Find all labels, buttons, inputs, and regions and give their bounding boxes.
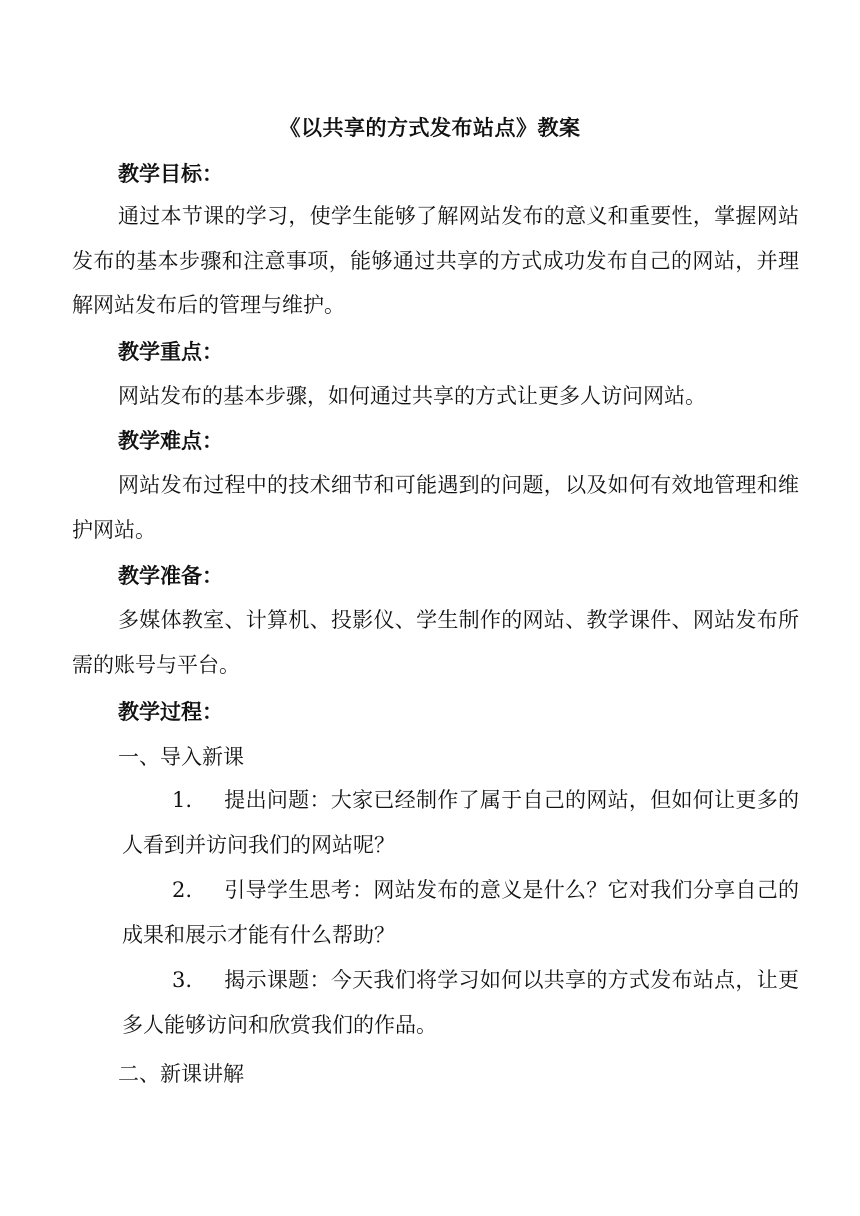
list-item-number: 1.: [172, 788, 193, 812]
list-item: [122, 958, 799, 1047]
section-intro-heading: 一、导入新课: [118, 745, 244, 769]
section-lecture-heading: 二、新课讲解: [118, 1062, 244, 1086]
list-item-text: 揭示课题：今天我们将学习如何以共享的方式发布站点，让更多人能够访问和欣赏我们的作品。: [122, 968, 799, 1037]
list-item: [122, 868, 799, 957]
heading-teaching-difficulties: 教学难点：: [118, 428, 223, 453]
document-title: 《以共享的方式发布站点》教案: [279, 115, 581, 140]
paragraph-teaching-goal: 通过本节课的学习，使学生能够了解网站发布的意义和重要性，掌握网站发布的基本步骤和注意事项，能够通过共享的方式成功发布自己的网站，并理解网站发布后的管理与维护。: [72, 204, 799, 317]
paragraph-teaching-key-points: 网站发布的基本步骤，如何通过共享的方式让更多人访问网站。: [118, 384, 706, 408]
list-item-text: 提出问题：大家已经制作了属于自己的网站，但如何让更多的人看到并访问我们的网站呢？: [122, 788, 799, 857]
heading-teaching-process: 教学过程：: [118, 699, 223, 724]
list-item-number: 3.: [172, 968, 193, 992]
heading-teaching-preparation: 教学准备：: [118, 563, 223, 588]
list-item-number: 2.: [172, 878, 193, 902]
paragraph-teaching-preparation: 多媒体教室、计算机、投影仪、学生制作的网站、教学课件、网站发布所需的账号与平台。: [72, 608, 799, 677]
list-item-text: 引导学生思考：网站发布的意义是什么？它对我们分享自己的成果和展示才能有什么帮助？: [122, 878, 799, 947]
paragraph-teaching-difficulties: 网站发布过程中的技术细节和可能遇到的问题，以及如何有效地管理和维护网站。: [72, 473, 799, 542]
heading-teaching-key-points: 教学重点：: [118, 339, 223, 364]
heading-teaching-goal: 教学目标：: [118, 161, 223, 186]
list-item: [122, 778, 799, 867]
